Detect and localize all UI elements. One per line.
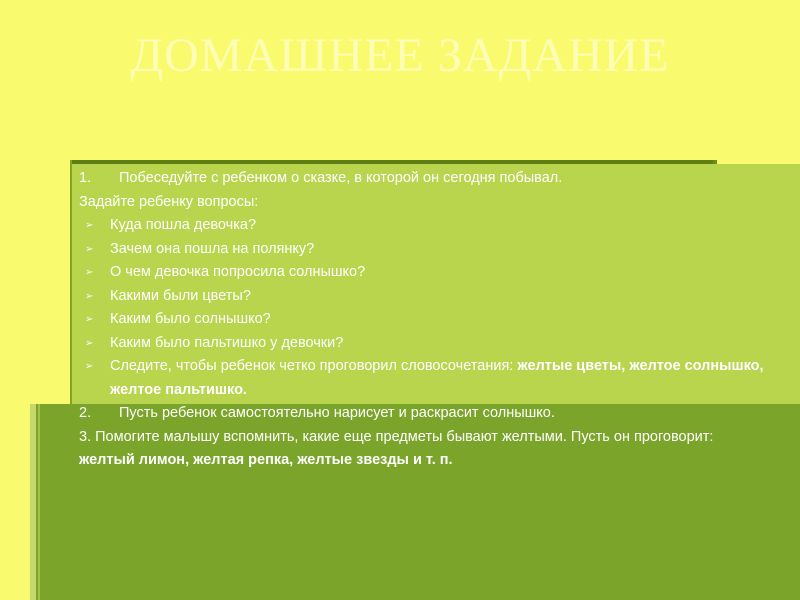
- question-item: [79, 285, 779, 309]
- phrase-examples: желтые цветы, желтое солнышко, желтое пальтишко.: [110, 358, 764, 398]
- bottom-left-stripe-thin: [38, 404, 40, 600]
- question-item: [79, 332, 779, 356]
- question-text: Каким было пальтишко у девочки?: [110, 334, 344, 351]
- phrase-bullet: [79, 355, 770, 402]
- arrow-bullet-icon: ➢: [85, 337, 94, 349]
- item-2-number: 2.: [79, 405, 92, 421]
- slide-title: ДОМАШНЕЕ ЗАДАНИЕ: [130, 29, 670, 82]
- question-item: [79, 214, 779, 238]
- question-text: Какими были цветы?: [110, 287, 251, 304]
- question-text: Зачем она пошла на полянку?: [110, 240, 315, 257]
- item-3-text: 3. Помогите малышу вспомнить, какие еще предметы бывают желтыми. Пусть он проговорит:: [79, 428, 714, 445]
- arrow-bullet-icon: ➢: [85, 314, 94, 325]
- question-text: Каким было солнышко?: [110, 311, 271, 327]
- item-3-examples: желтый лимон, желтая репка, желтые звезды и т. п.: [79, 452, 453, 468]
- homework-text: [79, 167, 779, 473]
- item-1-number: 1.: [79, 170, 92, 186]
- question-text: О чем девочка попросила солнышко?: [110, 264, 366, 280]
- item-1: [79, 167, 779, 191]
- ask-line: Задайте ребенку вопросы:: [79, 193, 259, 210]
- question-item: [79, 238, 779, 262]
- item-1-text: Побеседуйте с ребенком о сказке, в которой он сегодня побывал.: [119, 170, 563, 186]
- arrow-bullet-icon: ➢: [85, 267, 94, 278]
- left-vertical-line: [70, 160, 72, 406]
- phrase-instruction: Следите, чтобы ребенок четко проговорил словосочетания:: [110, 358, 518, 374]
- question-item: [79, 308, 779, 332]
- arrow-bullet-icon: ➢: [85, 361, 94, 372]
- question-text: Куда пошла девочка?: [110, 217, 257, 233]
- item-2: [79, 402, 779, 426]
- arrow-bullet-icon: ➢: [85, 243, 94, 255]
- arrow-bullet-icon: ➢: [85, 290, 94, 302]
- item-2-text: Пусть ребенок самостоятельно нарисует и раскрасит солнышко.: [119, 405, 555, 421]
- arrow-bullet-icon: ➢: [85, 220, 94, 231]
- question-item: [79, 261, 779, 285]
- item-3: [79, 426, 739, 473]
- bottom-left-stripe: [30, 404, 36, 600]
